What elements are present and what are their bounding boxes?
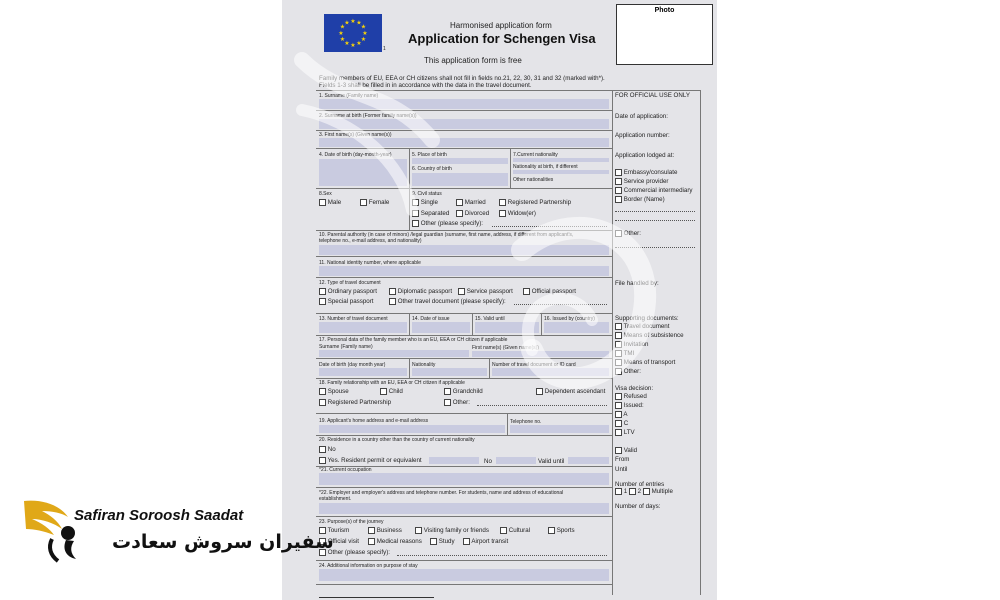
label-f23: 23. Purpose(s) of the journey bbox=[319, 519, 384, 525]
child-label: Child bbox=[388, 388, 403, 396]
label-f22a: *22. Employer and employer's address and telephone number. For students, name and address of educational bbox=[319, 490, 564, 496]
parental-authority-input[interactable] bbox=[319, 245, 609, 255]
purpose-airport-option[interactable] bbox=[463, 538, 508, 545]
tmi-checkbox[interactable] bbox=[615, 350, 622, 357]
official-ltv-option[interactable] bbox=[615, 429, 635, 436]
official-valid-option[interactable] bbox=[615, 447, 637, 454]
valid-checkbox[interactable] bbox=[615, 447, 622, 454]
official-other2-checkbox[interactable] bbox=[615, 368, 622, 375]
residence-yes-checkbox[interactable] bbox=[319, 457, 326, 464]
border-checkbox[interactable] bbox=[615, 196, 622, 203]
medical-checkbox[interactable] bbox=[368, 538, 375, 545]
svg-text:★: ★ bbox=[356, 19, 362, 27]
purpose-visiting-option[interactable] bbox=[415, 527, 489, 534]
family-member-dob-input[interactable] bbox=[319, 368, 407, 376]
rel-registered-partnership-label: Registered Partnership bbox=[327, 399, 392, 407]
label-f18: 18. Family relationship with an EU, EEA or CH citizen if applicable bbox=[319, 380, 465, 386]
official-days: Number of days: bbox=[615, 503, 661, 510]
svg-text:★: ★ bbox=[338, 30, 344, 37]
label-f5: 5. Place of birth bbox=[412, 152, 447, 158]
photo-label: Photo bbox=[654, 7, 675, 14]
label-f17-first: First name(s) (Given name(s)) bbox=[472, 345, 539, 351]
spouse-checkbox[interactable] bbox=[319, 388, 326, 395]
official-other2-label: Other: bbox=[623, 368, 641, 376]
small-title: Harmonised application form bbox=[450, 21, 552, 30]
female-checkbox[interactable] bbox=[360, 199, 367, 206]
widow-checkbox[interactable] bbox=[499, 210, 506, 217]
official-until: Until bbox=[615, 466, 628, 473]
date-of-issue-input[interactable] bbox=[412, 322, 470, 333]
grandchild-checkbox[interactable] bbox=[444, 388, 451, 395]
service-provider-checkbox[interactable] bbox=[615, 178, 622, 185]
official-decision: Visa decision: bbox=[615, 385, 654, 392]
a-checkbox[interactable] bbox=[615, 411, 622, 418]
official-service-option[interactable] bbox=[615, 178, 668, 185]
label-f9: 9. Civil status bbox=[412, 191, 442, 197]
label-f17-surname: Surname (Family name) bbox=[319, 344, 373, 350]
family-member-document-input[interactable] bbox=[492, 368, 609, 376]
subsistence-label: Means of subsistence bbox=[623, 332, 684, 340]
civil-other-checkbox[interactable] bbox=[412, 220, 419, 227]
sports-label: Sports bbox=[556, 527, 575, 535]
label-f17-num: Number of travel document or ID card bbox=[492, 362, 576, 368]
sex-female-option[interactable] bbox=[360, 199, 389, 206]
other-document-input[interactable] bbox=[514, 304, 607, 305]
official-heading: FOR OFFICIAL USE ONLY bbox=[615, 92, 690, 99]
brand-name-fa: سفیران سروش سعادت bbox=[112, 531, 334, 553]
commercial-checkbox[interactable] bbox=[615, 187, 622, 194]
surname-at-birth-input[interactable] bbox=[319, 119, 609, 129]
label-f7b: Nationality at birth, if different bbox=[513, 164, 578, 170]
official-passport-label: Official passport bbox=[531, 288, 576, 296]
free-note: This application form is free bbox=[424, 56, 522, 65]
family-member-first-name-input[interactable] bbox=[472, 351, 609, 357]
nationality-at-birth-input[interactable] bbox=[513, 170, 609, 174]
additional-info-input[interactable] bbox=[319, 569, 609, 581]
purpose-cultural-option[interactable] bbox=[500, 527, 530, 534]
photo-box bbox=[616, 4, 713, 65]
registered-partnership-checkbox[interactable] bbox=[499, 199, 506, 206]
country-of-birth-input[interactable] bbox=[412, 173, 508, 186]
ltv-checkbox[interactable] bbox=[615, 429, 622, 436]
official-entries: Number of entries bbox=[615, 481, 665, 488]
svg-text:★: ★ bbox=[344, 19, 350, 27]
rel-child-option[interactable] bbox=[380, 388, 403, 395]
residence-no-label: No bbox=[327, 446, 336, 454]
sports-checkbox[interactable] bbox=[548, 527, 555, 534]
label-f1: 1. Surname (Family name) bbox=[319, 93, 379, 99]
official-other2-option[interactable] bbox=[615, 368, 641, 375]
separated-label: Separated bbox=[420, 210, 450, 218]
valid-until-input[interactable] bbox=[475, 322, 539, 333]
svg-text:★: ★ bbox=[344, 40, 350, 47]
visiting-checkbox[interactable] bbox=[415, 527, 422, 534]
rel-spouse-option[interactable] bbox=[319, 388, 349, 395]
sex-male-option[interactable] bbox=[319, 199, 341, 206]
ltv-label: LTV bbox=[623, 429, 635, 437]
svg-text:★: ★ bbox=[356, 40, 362, 47]
civil-widow-option[interactable] bbox=[499, 210, 536, 217]
label-f2: 2. Surname at birth (Former family name(s)) bbox=[319, 113, 417, 119]
official-passport-checkbox[interactable] bbox=[523, 288, 530, 295]
official-refused-option[interactable] bbox=[615, 393, 647, 400]
label-f17-dob: Date of birth (day month year) bbox=[319, 362, 386, 368]
diplomatic-passport-label: Diplomatic passport bbox=[397, 288, 453, 296]
purpose-other-label: Other (please specify): bbox=[327, 549, 390, 557]
purpose-sports-option[interactable] bbox=[548, 527, 575, 534]
svg-text:★: ★ bbox=[339, 36, 346, 43]
label-f3: 3. First name(s) (Given name(s)) bbox=[319, 132, 392, 138]
label-f6: 6. Country of birth bbox=[412, 166, 452, 172]
visiting-label: Visiting family or friends bbox=[423, 527, 489, 535]
divorced-label: Divorced bbox=[464, 210, 490, 218]
label-f10b: telephone no., e-mail address, and nationality) bbox=[319, 238, 422, 244]
tmi-label: TMI bbox=[623, 350, 635, 358]
page-title: Application for Schengen Visa bbox=[408, 31, 596, 46]
footnote-mark: 1 bbox=[383, 46, 386, 52]
single-checkbox[interactable] bbox=[412, 199, 419, 206]
single-label: Single bbox=[420, 199, 438, 207]
separated-checkbox[interactable] bbox=[412, 210, 419, 217]
official-other1-checkbox[interactable] bbox=[615, 230, 622, 237]
nationality-input[interactable] bbox=[513, 158, 609, 162]
label-f15: 15. Valid until bbox=[475, 316, 505, 322]
embassy-label: Embassy/consulate bbox=[623, 169, 678, 177]
entries-2-checkbox[interactable] bbox=[629, 488, 636, 495]
svg-text:★: ★ bbox=[360, 36, 367, 43]
ordinary-passport-checkbox[interactable] bbox=[319, 288, 326, 295]
c-label: C bbox=[623, 420, 629, 428]
business-checkbox[interactable] bbox=[368, 527, 375, 534]
official-travel-doc-option[interactable] bbox=[615, 323, 669, 330]
official-embassy-option[interactable] bbox=[615, 169, 677, 176]
child-checkbox[interactable] bbox=[380, 388, 387, 395]
doc-diplomatic-option[interactable] bbox=[389, 288, 452, 295]
official-c-option[interactable] bbox=[615, 420, 628, 427]
travel-doc-label: Travel document bbox=[623, 323, 670, 331]
travel-doc-checkbox[interactable] bbox=[615, 323, 622, 330]
label-f20: 20. Residence in a country other than the country of current nationality bbox=[319, 437, 475, 443]
entries-2-label: 2 bbox=[637, 488, 642, 496]
label-f22b: establishment. bbox=[319, 496, 352, 502]
label-f4: 4. Date of birth (day-month-year) bbox=[319, 152, 392, 158]
medical-label: Medical reasons bbox=[376, 538, 422, 546]
official-border-option[interactable] bbox=[615, 196, 665, 203]
form-top-rule bbox=[316, 90, 701, 91]
eu-stars-icon bbox=[324, 14, 382, 52]
official-tmi-option[interactable] bbox=[615, 350, 634, 357]
national-id-input[interactable] bbox=[319, 266, 609, 276]
label-f14: 14. Date of issue bbox=[412, 316, 450, 322]
embassy-checkbox[interactable] bbox=[615, 169, 622, 176]
label-f24: 24. Additional information on purpose of stay bbox=[319, 563, 418, 569]
svg-text:★: ★ bbox=[350, 42, 356, 49]
service-passport-checkbox[interactable] bbox=[458, 288, 465, 295]
label-f10a: 10. Parental authority (in case of minors) /legal guardian (surname, first name, address, if different from applicant's, bbox=[319, 232, 574, 238]
label-f11: 11. National identity number, where applicable bbox=[319, 260, 421, 266]
dependent-ascendant-label: Dependent ascendant bbox=[544, 388, 606, 396]
registered-partnership-label: Registered Partnership bbox=[507, 199, 572, 207]
surname-input[interactable] bbox=[319, 99, 609, 109]
label-f19: 19. Applicant's home address and e-mail address bbox=[319, 418, 429, 424]
airport-transit-checkbox[interactable] bbox=[463, 538, 470, 545]
official-date: Date of application: bbox=[615, 113, 668, 120]
cultural-label: Cultural bbox=[508, 527, 531, 535]
official-invitation-option[interactable] bbox=[615, 341, 649, 348]
label-f16: 16. Issued by (country) bbox=[544, 316, 595, 322]
other-document-label: Other travel document (please specify): bbox=[397, 298, 506, 306]
permit-valid-input[interactable] bbox=[568, 457, 609, 464]
male-label: Male bbox=[327, 199, 342, 207]
civil-other-input[interactable] bbox=[492, 226, 607, 227]
brand-name-en: Safiran Soroosh Saadat bbox=[74, 507, 244, 524]
civil-married-option[interactable] bbox=[456, 199, 486, 206]
home-address-input[interactable] bbox=[319, 425, 505, 433]
residence-no-checkbox[interactable] bbox=[319, 446, 326, 453]
spouse-label: Spouse bbox=[327, 388, 349, 396]
border-label: Border (Name) bbox=[623, 196, 665, 204]
rel-grandchild-option[interactable] bbox=[444, 388, 483, 395]
dependent-ascendant-checkbox[interactable] bbox=[536, 388, 543, 395]
official-commercial-option[interactable] bbox=[615, 187, 693, 194]
study-checkbox[interactable] bbox=[430, 538, 437, 545]
official-subsistence-option[interactable] bbox=[615, 332, 684, 339]
entries-1-label: 1 bbox=[623, 488, 628, 496]
cultural-checkbox[interactable] bbox=[500, 527, 507, 534]
svg-text:★: ★ bbox=[339, 23, 346, 31]
label-f7c: Other nationalities bbox=[513, 177, 554, 183]
official-other1-label: Other: bbox=[623, 230, 641, 238]
notice-line-1: Family members of EU, EEA or CH citizens shall not fill in fields no.21, 22, 30, 31 and 32 (marked with*). bbox=[319, 75, 605, 82]
residence-yes-label: Yes. Resident permit or equivalent bbox=[327, 457, 422, 465]
doc-special-option[interactable] bbox=[319, 298, 373, 305]
resident-permit-input[interactable] bbox=[429, 457, 479, 464]
label-f8: 8.Sex bbox=[319, 191, 332, 197]
label-f19-tel: Telephone no. bbox=[510, 419, 542, 425]
residence-no-option[interactable] bbox=[319, 446, 336, 453]
issued-by-input[interactable] bbox=[544, 322, 609, 333]
notice-line-2: Fields 1-3 shall be filled in in accordance with the data in the travel document. bbox=[319, 82, 532, 89]
issued-label: Issued: bbox=[623, 402, 644, 410]
official-column-right-border bbox=[700, 90, 701, 595]
official-handled: File handled by: bbox=[615, 280, 659, 287]
civil-separated-option[interactable] bbox=[412, 210, 449, 217]
refused-checkbox[interactable] bbox=[615, 393, 622, 400]
entries-multiple-label: Multiple bbox=[651, 488, 673, 496]
purpose-business-option[interactable] bbox=[368, 527, 402, 534]
travel-document-number-input[interactable] bbox=[319, 322, 407, 333]
divorced-checkbox[interactable] bbox=[456, 210, 463, 217]
doc-ordinary-option[interactable] bbox=[319, 288, 377, 295]
service-passport-label: Service passport bbox=[466, 288, 513, 296]
civil-single-option[interactable] bbox=[412, 199, 438, 206]
purpose-other-input[interactable] bbox=[397, 555, 607, 556]
female-label: Female bbox=[368, 199, 390, 207]
tourism-label: Tourism bbox=[327, 527, 350, 535]
special-passport-label: Special passport bbox=[327, 298, 374, 306]
rel-dependent-option[interactable] bbox=[536, 388, 605, 395]
svg-text:★: ★ bbox=[350, 18, 356, 25]
civil-registered-option[interactable] bbox=[499, 199, 571, 206]
residence-yes-option[interactable] bbox=[319, 457, 422, 464]
married-checkbox[interactable] bbox=[456, 199, 463, 206]
airport-transit-label: Airport transit bbox=[471, 538, 509, 546]
official-other1-option[interactable] bbox=[615, 230, 641, 237]
issued-checkbox[interactable] bbox=[615, 402, 622, 409]
family-member-surname-input[interactable] bbox=[319, 350, 469, 357]
official-transport-option[interactable] bbox=[615, 359, 675, 366]
phoenix-icon bbox=[22, 495, 82, 565]
rel-other-option[interactable] bbox=[444, 399, 470, 406]
doc-official-option[interactable] bbox=[523, 288, 576, 295]
label-f17: 17. Personal data of the family member who is an EU, EEA or CH citizen if applicable bbox=[319, 337, 508, 343]
civil-divorced-option[interactable] bbox=[456, 210, 489, 217]
employer-input[interactable] bbox=[319, 503, 609, 514]
rel-other-input[interactable] bbox=[477, 405, 607, 406]
refused-label: Refused bbox=[623, 393, 647, 401]
transport-checkbox[interactable] bbox=[615, 359, 622, 366]
official-number: Application number: bbox=[615, 132, 670, 139]
business-label: Business bbox=[376, 527, 402, 535]
svg-text:★: ★ bbox=[360, 23, 367, 31]
official-column-divider bbox=[612, 90, 613, 595]
rel-registered-option[interactable] bbox=[319, 399, 391, 406]
service-provider-label: Service provider bbox=[623, 178, 669, 186]
invitation-label: Invitation bbox=[623, 341, 649, 349]
purpose-study-option[interactable] bbox=[430, 538, 455, 545]
rel-other-label: Other: bbox=[452, 399, 470, 407]
special-passport-checkbox[interactable] bbox=[319, 298, 326, 305]
label-f17-nat: Nationality bbox=[412, 362, 436, 368]
telephone-input[interactable] bbox=[510, 425, 609, 433]
official-lodged: Application lodged at: bbox=[615, 152, 675, 159]
grandchild-label: Grandchild bbox=[452, 388, 483, 396]
purpose-medical-option[interactable] bbox=[368, 538, 422, 545]
official-issued-option[interactable] bbox=[615, 402, 644, 409]
c-checkbox[interactable] bbox=[615, 420, 622, 427]
valid-label: Valid bbox=[623, 447, 638, 455]
label-f12: 12. Type of travel document bbox=[319, 280, 381, 286]
civil-other-option[interactable] bbox=[412, 220, 483, 227]
doc-other-option[interactable] bbox=[389, 298, 506, 305]
study-label: Study bbox=[438, 538, 455, 546]
residence-valid-label: Valid until bbox=[538, 458, 565, 465]
a-label: A bbox=[623, 411, 628, 419]
rel-other-checkbox[interactable] bbox=[444, 399, 451, 406]
official-visit-label: Official visit bbox=[327, 538, 359, 546]
family-member-nationality-input[interactable] bbox=[412, 368, 487, 376]
entries-1-checkbox[interactable] bbox=[615, 488, 622, 495]
other-document-checkbox[interactable] bbox=[389, 298, 396, 305]
permit-number-input[interactable] bbox=[496, 457, 536, 464]
date-of-birth-input[interactable] bbox=[319, 159, 407, 186]
occupation-input[interactable] bbox=[319, 473, 609, 485]
residence-no2-label: No bbox=[484, 458, 492, 465]
ordinary-passport-label: Ordinary passport bbox=[327, 288, 377, 296]
married-label: Married bbox=[464, 199, 486, 207]
eu-flag bbox=[324, 14, 382, 52]
commercial-label: Commercial intermediary bbox=[623, 187, 693, 195]
official-from: From bbox=[615, 456, 630, 463]
label-f13: 13. Number of travel document bbox=[319, 316, 388, 322]
official-supporting: Supporting documents: bbox=[615, 315, 679, 322]
form-sheet bbox=[282, 0, 717, 600]
subsistence-checkbox[interactable] bbox=[615, 332, 622, 339]
official-a-option[interactable] bbox=[615, 411, 628, 418]
label-f21: *21. Current occupation bbox=[319, 467, 372, 473]
widow-label: Widow(er) bbox=[507, 210, 536, 218]
official-entries-options[interactable] bbox=[615, 488, 673, 495]
diplomatic-passport-checkbox[interactable] bbox=[389, 288, 396, 295]
civil-other-label: Other (please specify): bbox=[420, 220, 483, 228]
brand-logo bbox=[22, 495, 334, 575]
invitation-checkbox[interactable] bbox=[615, 341, 622, 348]
first-name-input[interactable] bbox=[319, 138, 609, 147]
label-f7: 7.Current nationality bbox=[513, 152, 558, 158]
rel-registered-partnership-checkbox[interactable] bbox=[319, 399, 326, 406]
doc-service-option[interactable] bbox=[458, 288, 513, 295]
place-of-birth-input[interactable] bbox=[412, 158, 508, 164]
transport-label: Means of transport bbox=[623, 359, 676, 367]
male-checkbox[interactable] bbox=[319, 199, 326, 206]
entries-multiple-checkbox[interactable] bbox=[643, 488, 650, 495]
svg-text:★: ★ bbox=[362, 30, 368, 37]
